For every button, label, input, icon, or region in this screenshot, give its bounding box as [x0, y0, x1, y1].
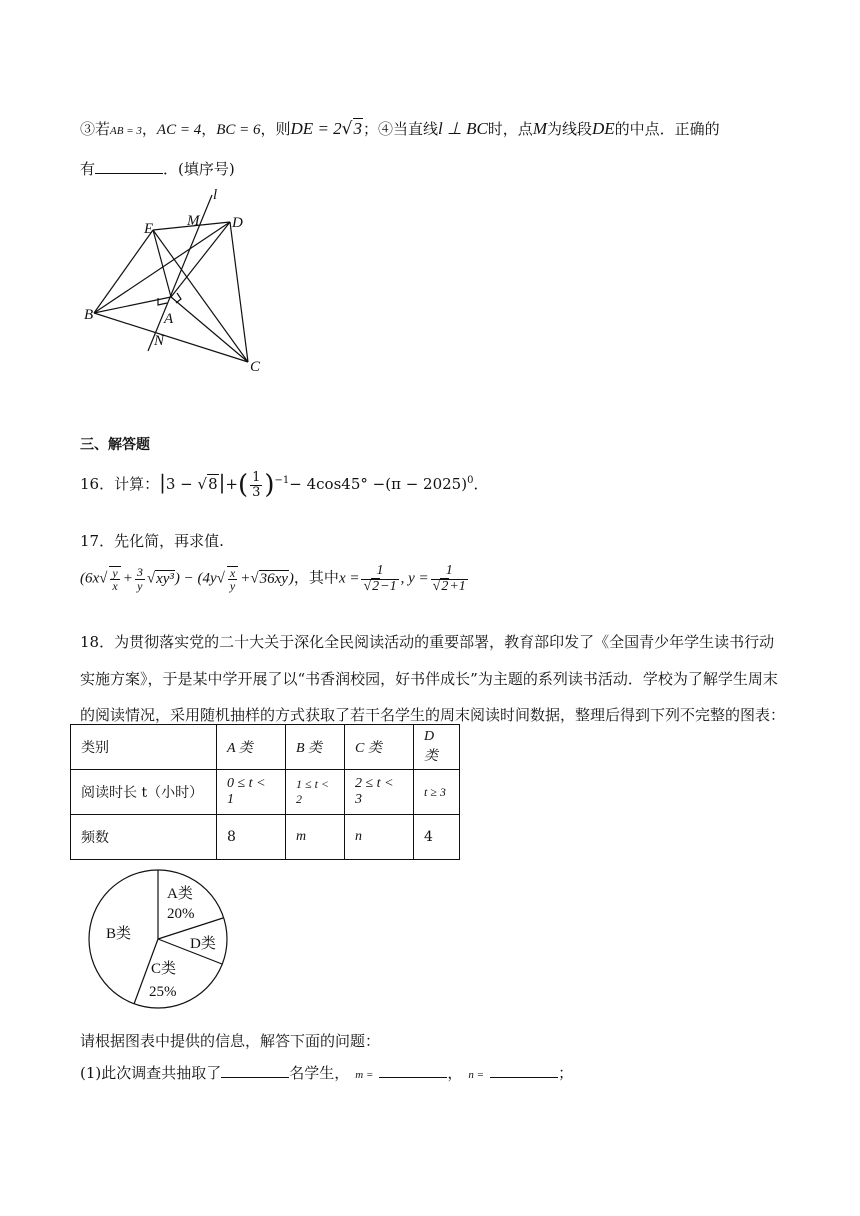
root-8: 8 [208, 475, 218, 493]
x-den-tail: −1 [380, 578, 397, 594]
q15-line1: ③若AB = 3，AC = 4，BC = 6，则DE = 2√3；④当直线l ⊥ BC时，点M为线段DE的中点．正确的 [80, 119, 720, 139]
segment-de: DE [592, 119, 615, 138]
table-row [71, 770, 460, 815]
mid-end: 的中点．正确的 [614, 120, 720, 138]
q15-prefix: ③若 [80, 120, 111, 138]
table-cell: 阅读时长 t（小时） [71, 770, 217, 815]
q18-line2: 实施方案》，于是某中学开展了以“书香润校园，好书伴成长”为主题的系列读书活动．学校为了解学生周末 [80, 670, 778, 688]
plus-sign: + [122, 570, 133, 587]
mid-text: 为线段 [546, 120, 592, 138]
pie-d-label: D类 [190, 936, 216, 952]
table-cell: D 类 [414, 725, 460, 770]
table-cell: C 类 [345, 725, 414, 770]
table-cell: n [345, 815, 414, 860]
table-cell: 0 ≤ t < 1 [217, 770, 286, 815]
expr-part: ) [288, 570, 294, 587]
table-cell: t ≥ 3 [414, 770, 460, 815]
plus-sign: + [240, 570, 251, 587]
frac-denominator: 3 [252, 484, 261, 500]
pie-a-pct: 20% [167, 906, 195, 922]
pie-figure [85, 866, 235, 1011]
q15-line2-prefix: 有 [80, 160, 96, 178]
sub1-text: (1)此次调查共抽取了 [80, 1064, 222, 1082]
frequency-table [70, 724, 460, 860]
exp-neg1: −1 [274, 475, 290, 486]
q18-prompt: 请根据图表中提供的信息，解答下面的问题： [80, 1032, 381, 1050]
abs-content: 3 − [165, 475, 198, 493]
root-36xy: 36xy [259, 570, 288, 587]
pie-a-label: A类 [167, 886, 193, 902]
perp-condition: l ⊥ BC [438, 119, 488, 138]
label-l: l [213, 187, 218, 203]
y-den-root: 2 [441, 578, 449, 594]
then-text: ，则 [260, 120, 291, 138]
exp-zero: 0 [467, 475, 474, 486]
q17-expression: (6x√ $\frac{y}{x}$ + $\frac{3}{y}$ √xy³) − (4y√ $\frac{x}{y}$ +√36xy)，其中x = $\frac{1}{√2-1}$ , y = $\frac{1}{√2+1}$ [80, 563, 466, 594]
where-text: ，其中 [293, 570, 339, 587]
x-num: 1 [361, 564, 398, 580]
ab-condition: AB = 3 [110, 125, 142, 137]
table-cell: 8 [217, 815, 286, 860]
comma: ， [447, 1064, 463, 1082]
ac-condition: AC = 4 [156, 122, 202, 138]
root-frac-num: y [112, 565, 118, 580]
y-eq: y = [408, 570, 429, 587]
x-eq: x = [338, 570, 360, 587]
table-cell: 2 ≤ t < 3 [345, 770, 414, 815]
y-num: 1 [431, 564, 468, 580]
pie-c-pct: 25% [149, 984, 177, 1000]
q18-line1: 18．为贯彻落实党的二十大关于深化全民阅读活动的重要部署，教育部印发了《全国青少年学生读书行动 [80, 633, 775, 651]
answer-blank-n[interactable] [490, 1063, 558, 1078]
frac-den: y [137, 578, 143, 593]
when-text: 时，点 [487, 120, 533, 138]
geometry-figure [80, 185, 280, 380]
table-cell: 频数 [71, 815, 217, 860]
bc-condition: BC = 6 [216, 122, 261, 138]
table-row [71, 815, 460, 860]
semicolon: ； [558, 1064, 574, 1082]
root-frac-num: x [229, 565, 236, 580]
n-label: n = [468, 1069, 485, 1081]
de-value: DE = 2 [290, 119, 342, 138]
point-m: M [532, 119, 547, 138]
label-n: N [154, 333, 165, 349]
expr-part: ) − (4y [174, 570, 217, 587]
period: ． [473, 475, 489, 493]
q18-sub1 [80, 1062, 573, 1083]
cos-term: − 4cos45° − [289, 475, 386, 493]
label-d: D [232, 215, 243, 231]
m-label: m = [355, 1069, 374, 1081]
expr-part: (6x [80, 570, 100, 587]
root-3: 3 [353, 119, 363, 138]
table-row [71, 725, 460, 770]
label-c: C [250, 359, 261, 375]
table-cell: 1 ≤ t < 2 [286, 770, 345, 815]
answer-blank-total[interactable] [221, 1063, 289, 1078]
plus-sign: + [225, 475, 238, 493]
table-cell: B 类 [286, 725, 345, 770]
frac-numerator: 1 [252, 469, 261, 485]
label-m: M [187, 213, 200, 229]
label-a: A [164, 311, 174, 327]
answer-blank-m[interactable] [379, 1063, 447, 1078]
q16-number: 16．计算： [80, 475, 160, 493]
sub1-text: 名学生， [289, 1064, 350, 1082]
table-cell: 4 [414, 815, 460, 860]
root-frac-den: x [112, 579, 118, 594]
comma: , [400, 570, 409, 587]
answer-blank[interactable] [95, 159, 163, 174]
sep: ， [141, 120, 157, 138]
table-cell: A 类 [217, 725, 286, 770]
q17-title: 17．先化简，再求值. [80, 532, 224, 550]
table-cell: 类别 [71, 725, 217, 770]
table-cell: m [286, 815, 345, 860]
frac-num: 3 [136, 565, 143, 580]
label-b: B [84, 307, 94, 323]
root-xy3: xy³ [156, 570, 174, 587]
pie-b-label: B类 [106, 926, 132, 942]
label-e: E [144, 221, 154, 237]
q15-line2 [80, 158, 235, 179]
pie-c-label: C类 [151, 961, 177, 977]
pi-term: (π − 2025) [385, 475, 468, 493]
x-den-root: 2 [372, 578, 380, 594]
section-heading: 三、解答题 [80, 437, 150, 453]
q18-line3: 的阅读情况，采用随机抽样的方式获取了若干名学生的周末阅读时间数据，整理后得到下列不完整的图表： [80, 706, 786, 724]
root-frac-den: y [229, 579, 236, 594]
q16: 16．计算：|3 − √8|+( $\frac{1}{3}$ )$^{-1}- 4\cos 45^\circ -(\pi - 2025)^0$． [80, 469, 489, 500]
sep: ， [201, 120, 217, 138]
item4-text: ；④当直线 [363, 120, 439, 138]
q15-line2-suffix: ．(填序号) [163, 160, 235, 178]
y-den-tail: +1 [449, 578, 466, 594]
